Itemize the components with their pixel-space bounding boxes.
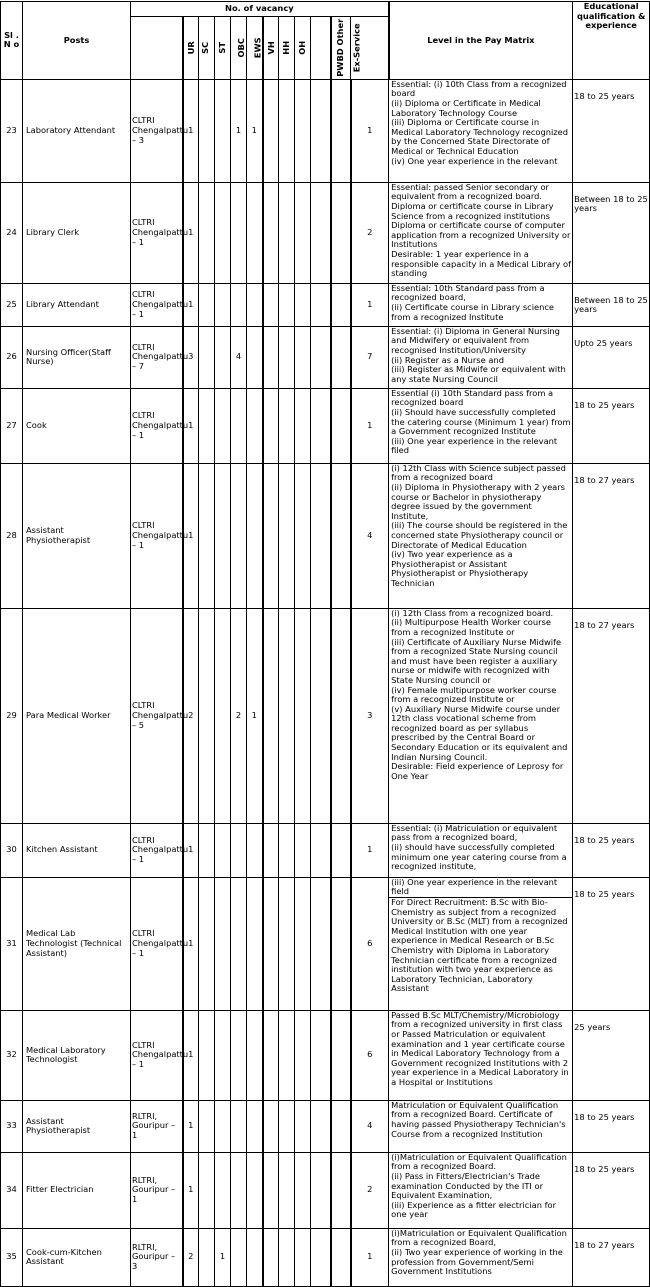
row-pwbd-other	[311, 283, 331, 326]
row-ur: 1	[183, 79, 199, 182]
row-post: Assistant Physiotherapist	[23, 463, 131, 608]
row-vh	[263, 823, 279, 877]
row-ur: 1	[183, 388, 199, 463]
row-age-limit	[573, 326, 650, 388]
row-hh	[279, 877, 295, 1010]
row-st	[215, 608, 231, 823]
row-pwbd-other	[311, 608, 331, 823]
row-hh	[279, 608, 295, 823]
row-sc	[199, 182, 215, 283]
row-hh	[279, 1010, 295, 1100]
table-row	[1, 608, 650, 823]
row-place: CLTRI Chengalpattu – 3	[131, 79, 183, 182]
row-qualification	[389, 1228, 573, 1286]
row-place: CLTRI Chengalpattu – 1	[131, 182, 183, 283]
age-text: 18 to 25 years	[574, 399, 635, 410]
row-ex-service	[331, 1228, 351, 1286]
table-row	[1, 877, 650, 1010]
row-vh	[263, 877, 279, 1010]
row-age-limit	[573, 1152, 650, 1228]
row-age-limit	[573, 182, 650, 283]
table-row	[1, 326, 650, 388]
row-st	[215, 326, 231, 388]
row-hh	[279, 326, 295, 388]
row-ur: 1	[183, 823, 199, 877]
row-pwbd-other	[311, 388, 331, 463]
row-ex-service	[331, 608, 351, 823]
row-pwbd-other	[311, 182, 331, 283]
row-ur: 1	[183, 1152, 199, 1228]
row-sl-no: 29	[1, 608, 23, 823]
header-ur: UR	[183, 16, 199, 79]
row-post: Kitchen Assistant	[23, 823, 131, 877]
row-sc	[199, 1152, 215, 1228]
row-oh	[295, 1228, 311, 1286]
row-place: CLTRI Chengalpattu – 1	[131, 1010, 183, 1100]
row-sl-no: 32	[1, 1010, 23, 1100]
row-place: CLTRI Chengalpattu – 1	[131, 283, 183, 326]
row-post: Library Attendant	[23, 283, 131, 326]
row-sc	[199, 608, 215, 823]
header-vh: VH	[263, 16, 279, 79]
table-row	[1, 463, 650, 608]
row-qualification	[389, 1100, 573, 1152]
row-qualification	[389, 877, 573, 1010]
row-age-limit	[573, 1100, 650, 1152]
row-sc	[199, 326, 215, 388]
row-ur: 2	[183, 1228, 199, 1286]
row-place: RLTRI, Gouripur – 3	[131, 1228, 183, 1286]
row-age-limit	[573, 877, 650, 1010]
row-post: Medical Lab Technologist (Technical Assistant)	[23, 877, 131, 1010]
vacancy-table	[0, 1, 650, 1287]
row-place: CLTRI Chengalpattu – 1	[131, 823, 183, 877]
row-obc	[231, 388, 247, 463]
header-ex-service: Ex-Service	[331, 16, 351, 79]
row-hh	[279, 283, 295, 326]
row-level: 6	[351, 877, 389, 1010]
row-age-limit	[573, 79, 650, 182]
row-obc	[231, 1152, 247, 1228]
row-place: CLTRI Chengalpattu – 1	[131, 877, 183, 1010]
row-qualification	[389, 823, 573, 877]
row-oh	[295, 1152, 311, 1228]
row-pwbd-other	[311, 1228, 331, 1286]
row-obc	[231, 1228, 247, 1286]
row-place: RLTRI, Gouripur – 1	[131, 1152, 183, 1228]
row-ews	[247, 326, 263, 388]
row-obc	[231, 283, 247, 326]
row-st	[215, 1152, 231, 1228]
row-obc: 4	[231, 326, 247, 388]
row-level: 2	[351, 1152, 389, 1228]
row-ex-service	[331, 388, 351, 463]
row-pwbd-other	[311, 1010, 331, 1100]
row-oh	[295, 1010, 311, 1100]
row-ex-service	[331, 79, 351, 182]
header-oh: OH	[295, 16, 311, 79]
row-vh	[263, 326, 279, 388]
row-obc: 1	[231, 79, 247, 182]
row-place: CLTRI Chengalpattu – 1	[131, 463, 183, 608]
age-text: 18 to 27 years	[574, 1239, 635, 1250]
row-obc	[231, 182, 247, 283]
row-oh	[295, 79, 311, 182]
age-text: 18 to 25 years	[574, 1111, 635, 1122]
header-place	[131, 16, 183, 79]
row-st	[215, 463, 231, 608]
row-level: 2	[351, 182, 389, 283]
row-sc	[199, 1010, 215, 1100]
table-row	[1, 1228, 650, 1286]
row-sl-no: 24	[1, 182, 23, 283]
row-ur: 1	[183, 182, 199, 283]
row-post: Assistant Physiotherapist	[23, 1100, 131, 1152]
row-st	[215, 877, 231, 1010]
header-sc: SC	[199, 16, 215, 79]
row-qualification	[389, 283, 573, 326]
row-sc	[199, 1100, 215, 1152]
row-age-limit	[573, 463, 650, 608]
row-ews	[247, 283, 263, 326]
qualification-text: Essential: (i) 10th Class from a recognized board (ii) Diploma or Certificate in Medical Laboratory Technology Course (iii) Diploma or Certificate course in Medical Laboratory Technology recognized by the Concerned State Directorate of Medical or Technical Education (iv) One year experience in the relevant	[391, 78, 569, 166]
row-sl-no: 33	[1, 1100, 23, 1152]
row-vh	[263, 388, 279, 463]
row-sc	[199, 79, 215, 182]
table-row	[1, 823, 650, 877]
row-sl-no: 30	[1, 823, 23, 877]
row-age-limit	[573, 1228, 650, 1286]
row-hh	[279, 1152, 295, 1228]
row-st	[215, 79, 231, 182]
row-qualification	[389, 608, 573, 823]
header-posts: Posts	[23, 2, 131, 80]
row-sl-no: 27	[1, 388, 23, 463]
row-st: 1	[215, 1228, 231, 1286]
row-level: 1	[351, 388, 389, 463]
row-st	[215, 388, 231, 463]
row-sl-no: 26	[1, 326, 23, 388]
row-sl-no: 23	[1, 79, 23, 182]
row-sl-no: 25	[1, 283, 23, 326]
row-sl-no: 31	[1, 877, 23, 1010]
row-ews	[247, 1152, 263, 1228]
row-vh	[263, 1100, 279, 1152]
row-qualification	[389, 1010, 573, 1100]
header-obc: OBC	[231, 16, 247, 79]
row-ex-service	[331, 326, 351, 388]
row-oh	[295, 283, 311, 326]
row-vh	[263, 1010, 279, 1100]
row-ex-service	[331, 877, 351, 1010]
row-post: Fitter Electrician	[23, 1152, 131, 1228]
qualification-text: Essential: (i) Matriculation or equivalent pass from a recognized board, (ii) should have successfully completed minimum one year catering course from a recognized institute,	[391, 822, 567, 872]
row-oh	[295, 182, 311, 283]
row-ur: 1	[183, 283, 199, 326]
row-sc	[199, 823, 215, 877]
row-age-limit	[573, 283, 650, 326]
row-st	[215, 182, 231, 283]
qualification-text: Essential: passed Senior secondary or equivalent from a recognized board. Diploma or certificate course in Library Science from a recognized institutions Diploma or certificate course of computer application from a recognized University or Institutions Desirable: 1 year experience in a responsible capacity in a Medical Library of standing	[391, 181, 571, 279]
row-sc	[199, 283, 215, 326]
row-ews	[247, 463, 263, 608]
row-post: Nursing Officer(Staff Nurse)	[23, 326, 131, 388]
row-level: 4	[351, 1100, 389, 1152]
row-sl-no: 34	[1, 1152, 23, 1228]
row-level: 1	[351, 79, 389, 182]
header-st: ST	[215, 16, 231, 79]
row-ews: 1	[247, 608, 263, 823]
row-qualification	[389, 326, 573, 388]
qualification-text: (i) 12th Class with Science subject passed from a recognized board (ii) Diploma in Physiotherapy with 2 years course or Bachelor in physiotherapy degree issued by the government Institute, (iii) The course should be registered in the concerned state Physiotherapy council or Directorate of Medical Education (iv) Two year experience as a Physiotherapist or Assistant Physiotherapist or Physiotherapy Technician	[391, 462, 568, 588]
qualification-text: Essential: (i) Diploma in General Nursing and Midwifery or equivalent from recognised Institution/University (ii) Register as a Nurse and (iii) Register as Midwife or equivalent with any state Nursing Council	[391, 325, 566, 384]
table-row	[1, 1152, 650, 1228]
row-sc	[199, 1228, 215, 1286]
row-hh	[279, 1228, 295, 1286]
row-place: CLTRI Chengalpattu – 7	[131, 326, 183, 388]
age-text: Between 18 to 25 years	[574, 294, 648, 315]
row-ews	[247, 877, 263, 1010]
header-sl-no: Sl . N o	[1, 2, 23, 80]
age-text: 18 to 25 years	[574, 1163, 635, 1174]
qualification-text: Essential (i) 10th Standard pass from a recognized board (ii) Should have successfully completed the catering course (Minimum 1 year) from a Government recognized Institute (iii) One year experience in the relevant filed	[391, 387, 571, 456]
row-pwbd-other	[311, 877, 331, 1010]
row-st	[215, 1010, 231, 1100]
row-sc	[199, 463, 215, 608]
row-place: CLTRI Chengalpattu – 5	[131, 608, 183, 823]
row-level: 6	[351, 1010, 389, 1100]
row-qualification	[389, 79, 573, 182]
row-place: RLTRI, Gouripur – 1	[131, 1100, 183, 1152]
row-qualification	[389, 463, 573, 608]
row-level: 1	[351, 823, 389, 877]
row-level: 4	[351, 463, 389, 608]
age-text: 18 to 25 years	[574, 90, 635, 101]
row-ex-service	[331, 1010, 351, 1100]
row-ews	[247, 388, 263, 463]
row-qualification	[389, 1152, 573, 1228]
row-vh	[263, 283, 279, 326]
row-level: 7	[351, 326, 389, 388]
row-vh	[263, 1228, 279, 1286]
row-ex-service	[331, 463, 351, 608]
row-ex-service	[331, 1100, 351, 1152]
row-pwbd-other	[311, 823, 331, 877]
row-level: 1	[351, 1228, 389, 1286]
table-row	[1, 283, 650, 326]
row-obc	[231, 463, 247, 608]
row-oh	[295, 388, 311, 463]
row-ur: 3	[183, 326, 199, 388]
row-ur: 1	[183, 877, 199, 1010]
row-post: Cook-cum-Kitchen Assistant	[23, 1228, 131, 1286]
row-place: CLTRI Chengalpattu – 1	[131, 388, 183, 463]
row-hh	[279, 823, 295, 877]
qualification-text: Passed B.Sc MLT/Chemistry/Microbiology from a recognized university in first class or Passed Matriculation or equivalent examination and 1 year certificate course in Medical Laboratory Technology from a Government recognized Institutions with 2 year experience in a Medical Laboratory in a Hospital or Institutions	[391, 1009, 569, 1087]
row-age-limit	[573, 388, 650, 463]
row-pwbd-other	[311, 463, 331, 608]
row-obc: 2	[231, 608, 247, 823]
qualification-continued: (iii) One year experience in the relevant field	[389, 878, 572, 898]
row-ews	[247, 182, 263, 283]
header-ews: EWS	[247, 16, 263, 79]
row-qualification	[389, 182, 573, 283]
row-sl-no: 28	[1, 463, 23, 608]
row-ur: 1	[183, 1100, 199, 1152]
row-post: Medical Laboratory Technologist	[23, 1010, 131, 1100]
row-ex-service	[331, 1152, 351, 1228]
age-text: 18 to 25 years	[574, 834, 635, 845]
row-oh	[295, 877, 311, 1010]
row-st	[215, 823, 231, 877]
row-oh	[295, 823, 311, 877]
row-pwbd-other	[311, 326, 331, 388]
row-vh	[263, 463, 279, 608]
row-ex-service	[331, 823, 351, 877]
row-hh	[279, 463, 295, 608]
row-pwbd-other	[311, 1100, 331, 1152]
table-row	[1, 182, 650, 283]
row-hh	[279, 388, 295, 463]
row-post: Laboratory Attendant	[23, 79, 131, 182]
row-obc	[231, 1010, 247, 1100]
row-ews	[247, 1100, 263, 1152]
row-pwbd-other	[311, 1152, 331, 1228]
row-ur: 2	[183, 608, 199, 823]
row-ur: 1	[183, 463, 199, 608]
row-level: 3	[351, 608, 389, 823]
header-no-of-vacancy: No. of vacancy	[131, 2, 389, 17]
row-ews	[247, 823, 263, 877]
table-row	[1, 1010, 650, 1100]
row-sc	[199, 877, 215, 1010]
age-text: Upto 25 years	[574, 337, 633, 348]
age-text: 18 to 27 years	[574, 474, 635, 485]
qualification-text: Essential: 10th Standard pass from a recognized board, (ii) Certificate course in Library science from a recognized Institute	[391, 282, 555, 322]
header-hh: HH	[279, 16, 295, 79]
table-row	[1, 388, 650, 463]
table-row	[1, 79, 650, 182]
row-level: 1	[351, 283, 389, 326]
row-ews	[247, 1228, 263, 1286]
age-text: 18 to 25 years	[574, 888, 635, 899]
row-post: Para Medical Worker	[23, 608, 131, 823]
row-age-limit	[573, 608, 650, 823]
header-pwbd-other: PWBD Other	[311, 16, 331, 79]
row-obc	[231, 823, 247, 877]
row-sl-no: 35	[1, 1228, 23, 1286]
row-oh	[295, 608, 311, 823]
row-ex-service	[331, 182, 351, 283]
row-ur: 1	[183, 1010, 199, 1100]
row-qualification	[389, 388, 573, 463]
row-hh	[279, 79, 295, 182]
age-text: 18 to 27 years	[574, 619, 635, 630]
qualification-text: (i) 12th Class from a recognized board. (ii) Multipurpose Health Worker course from a recognized Institute or (iii) Certificate of Auxiliary Nurse Midwife from a recognized State Nursing council and must have been register a auxiliary nurse or midwife with recognized with State Nursing council or (iv) Female multipurpose worker course from a recognized Institute or (v) Auxiliary Nurse Midwife course under 12th class vocational scheme from recognized board as per syllabus prescribed by the Central Board or Secondary Education or its equivalent and Indian Nursing Council. Desirable: Field experience of Leprosy for One Year	[391, 607, 568, 781]
row-pwbd-other	[311, 79, 331, 182]
header-qualification: Educational qualification & experience	[573, 2, 650, 80]
row-sc	[199, 388, 215, 463]
age-text: Between 18 to 25 years	[574, 193, 648, 214]
row-vh	[263, 182, 279, 283]
row-oh	[295, 1100, 311, 1152]
row-obc	[231, 1100, 247, 1152]
row-st	[215, 283, 231, 326]
row-age-limit	[573, 1010, 650, 1100]
row-age-limit	[573, 823, 650, 877]
row-ex-service	[331, 283, 351, 326]
row-hh	[279, 1100, 295, 1152]
row-ews: 1	[247, 79, 263, 182]
qualification-text: For Direct Recruitment: B.Sc with Bio-Chemistry as subject from a recognized University or B.Sc (MLT) from a recognized Medical Institution with one year experience in Medical Research or B.Sc Chemistry with Diploma in Laboratory Technician certificate from a recognized institution with two year experience as Laboratory Technician, Laboratory Assistant	[391, 896, 568, 994]
qualification-text: (i)Matriculation or Equivalent Qualification from a recognized Board, (ii) Two year experience of working in the profession from Government/Semi Government Institutions	[391, 1227, 567, 1277]
age-text: 25 years	[574, 1021, 611, 1032]
row-oh	[295, 463, 311, 608]
row-vh	[263, 79, 279, 182]
header-level: Level in the Pay Matrix	[389, 2, 573, 80]
row-vh	[263, 1152, 279, 1228]
row-vh	[263, 608, 279, 823]
table-row	[1, 1100, 650, 1152]
row-st	[215, 1100, 231, 1152]
row-obc	[231, 877, 247, 1010]
row-ews	[247, 1010, 263, 1100]
qualification-text: (i)Matriculation or Equivalent Qualification from a recognized Board. (ii) Pass in Fitters/Electrician's Trade examination Conducted by the ITI or Equivalent Examination, (iii) Experience as a fitter electrician for one year	[391, 1151, 567, 1220]
row-hh	[279, 182, 295, 283]
row-oh	[295, 326, 311, 388]
qualification-text: Matriculation or Equivalent Qualification from a recognized Board. Certificate of having passed Physiotherapy Technician's Course from a recognized Institution	[391, 1099, 566, 1139]
row-post: Library Clerk	[23, 182, 131, 283]
row-post: Cook	[23, 388, 131, 463]
